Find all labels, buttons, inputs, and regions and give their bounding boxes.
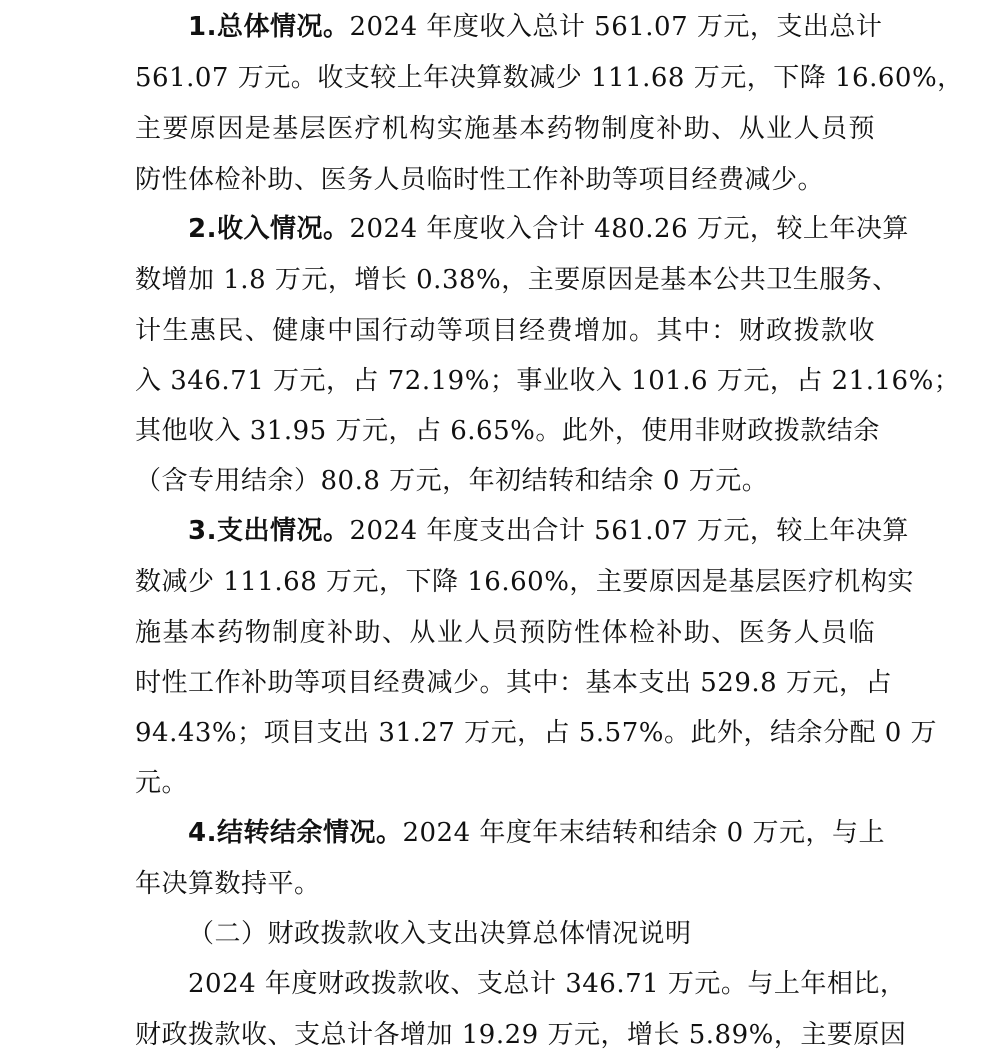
section-2-title: （二）财政拨款收入支出决算总体情况说明 [188,919,692,949]
p1-line-1-text: 2024 年度收入总计 561.07 万元，支出总计 [349,12,883,42]
p2-heading: 2.收入情况。 [188,214,350,244]
p2-line-4: 入 346.71 万元，占 72.19%；事业收入 101.6 万元，占 21.16%； [135,366,961,396]
p4-line-1 [188,816,885,850]
p3-line-1 [188,514,909,548]
p3-line-2: 数减少 111.68 万元，下降 16.60%，主要原因是基层医疗机构实 [135,567,914,597]
p3-line-3: 施基本药物制度补助、从业人员预防性体检补助、医务人员临 [135,618,875,648]
p4-heading: 4.结转结余情况。 [188,818,403,848]
p2-line-2: 数增加 1.8 万元，增长 0.38%，主要原因是基本公共卫生服务、 [135,265,899,295]
p1-line-2: 561.07 万元。收支较上年决算数减少 111.68 万元，下降 16.60%， [135,63,964,93]
p3-heading: 3.支出情况。 [188,516,350,546]
p2-line-1 [188,212,909,246]
p1-heading: 1.总体情况。 [188,12,350,42]
p3-line-5: 94.43%；项目支出 31.27 万元，占 5.57%。此外，结余分配 0 万 [135,718,938,748]
p1-line-1 [188,10,883,44]
p2-line-3: 计生惠民、健康中国行动等项目经费增加。其中：财政拨款收 [135,316,875,346]
p5-line-2: 财政拨款收、支总计各增加 19.29 万元，增长 5.89%，主要原因 [135,1020,907,1050]
p5-line-1: 2024 年度财政拨款收、支总计 346.71 万元。与上年相比， [188,969,907,999]
p1-line-4: 防性体检补助、医务人员临时性工作补助等项目经费减少。 [135,165,825,195]
p3-line-1-text: 2024 年度支出合计 561.07 万元，较上年决算 [349,516,909,546]
p2-line-6: （含专用结余）80.8 万元，年初结转和结余 0 万元。 [135,466,769,496]
p2-line-1-text: 2024 年度收入合计 480.26 万元，较上年决算 [349,214,909,244]
p4-line-2: 年决算数持平。 [135,869,321,899]
p2-line-5: 其他收入 31.95 万元，占 6.65%。此外，使用非财政拨款结余 [135,416,880,446]
p4-line-1-text: 2024 年度年末结转和结余 0 万元，与上 [402,818,885,848]
p3-line-6: 元。 [135,768,189,798]
p1-line-3: 主要原因是基层医疗机构实施基本药物制度补助、从业人员预 [135,114,875,144]
p3-line-4: 时性工作补助等项目经费减少。其中：基本支出 529.8 万元，占 [135,668,892,698]
